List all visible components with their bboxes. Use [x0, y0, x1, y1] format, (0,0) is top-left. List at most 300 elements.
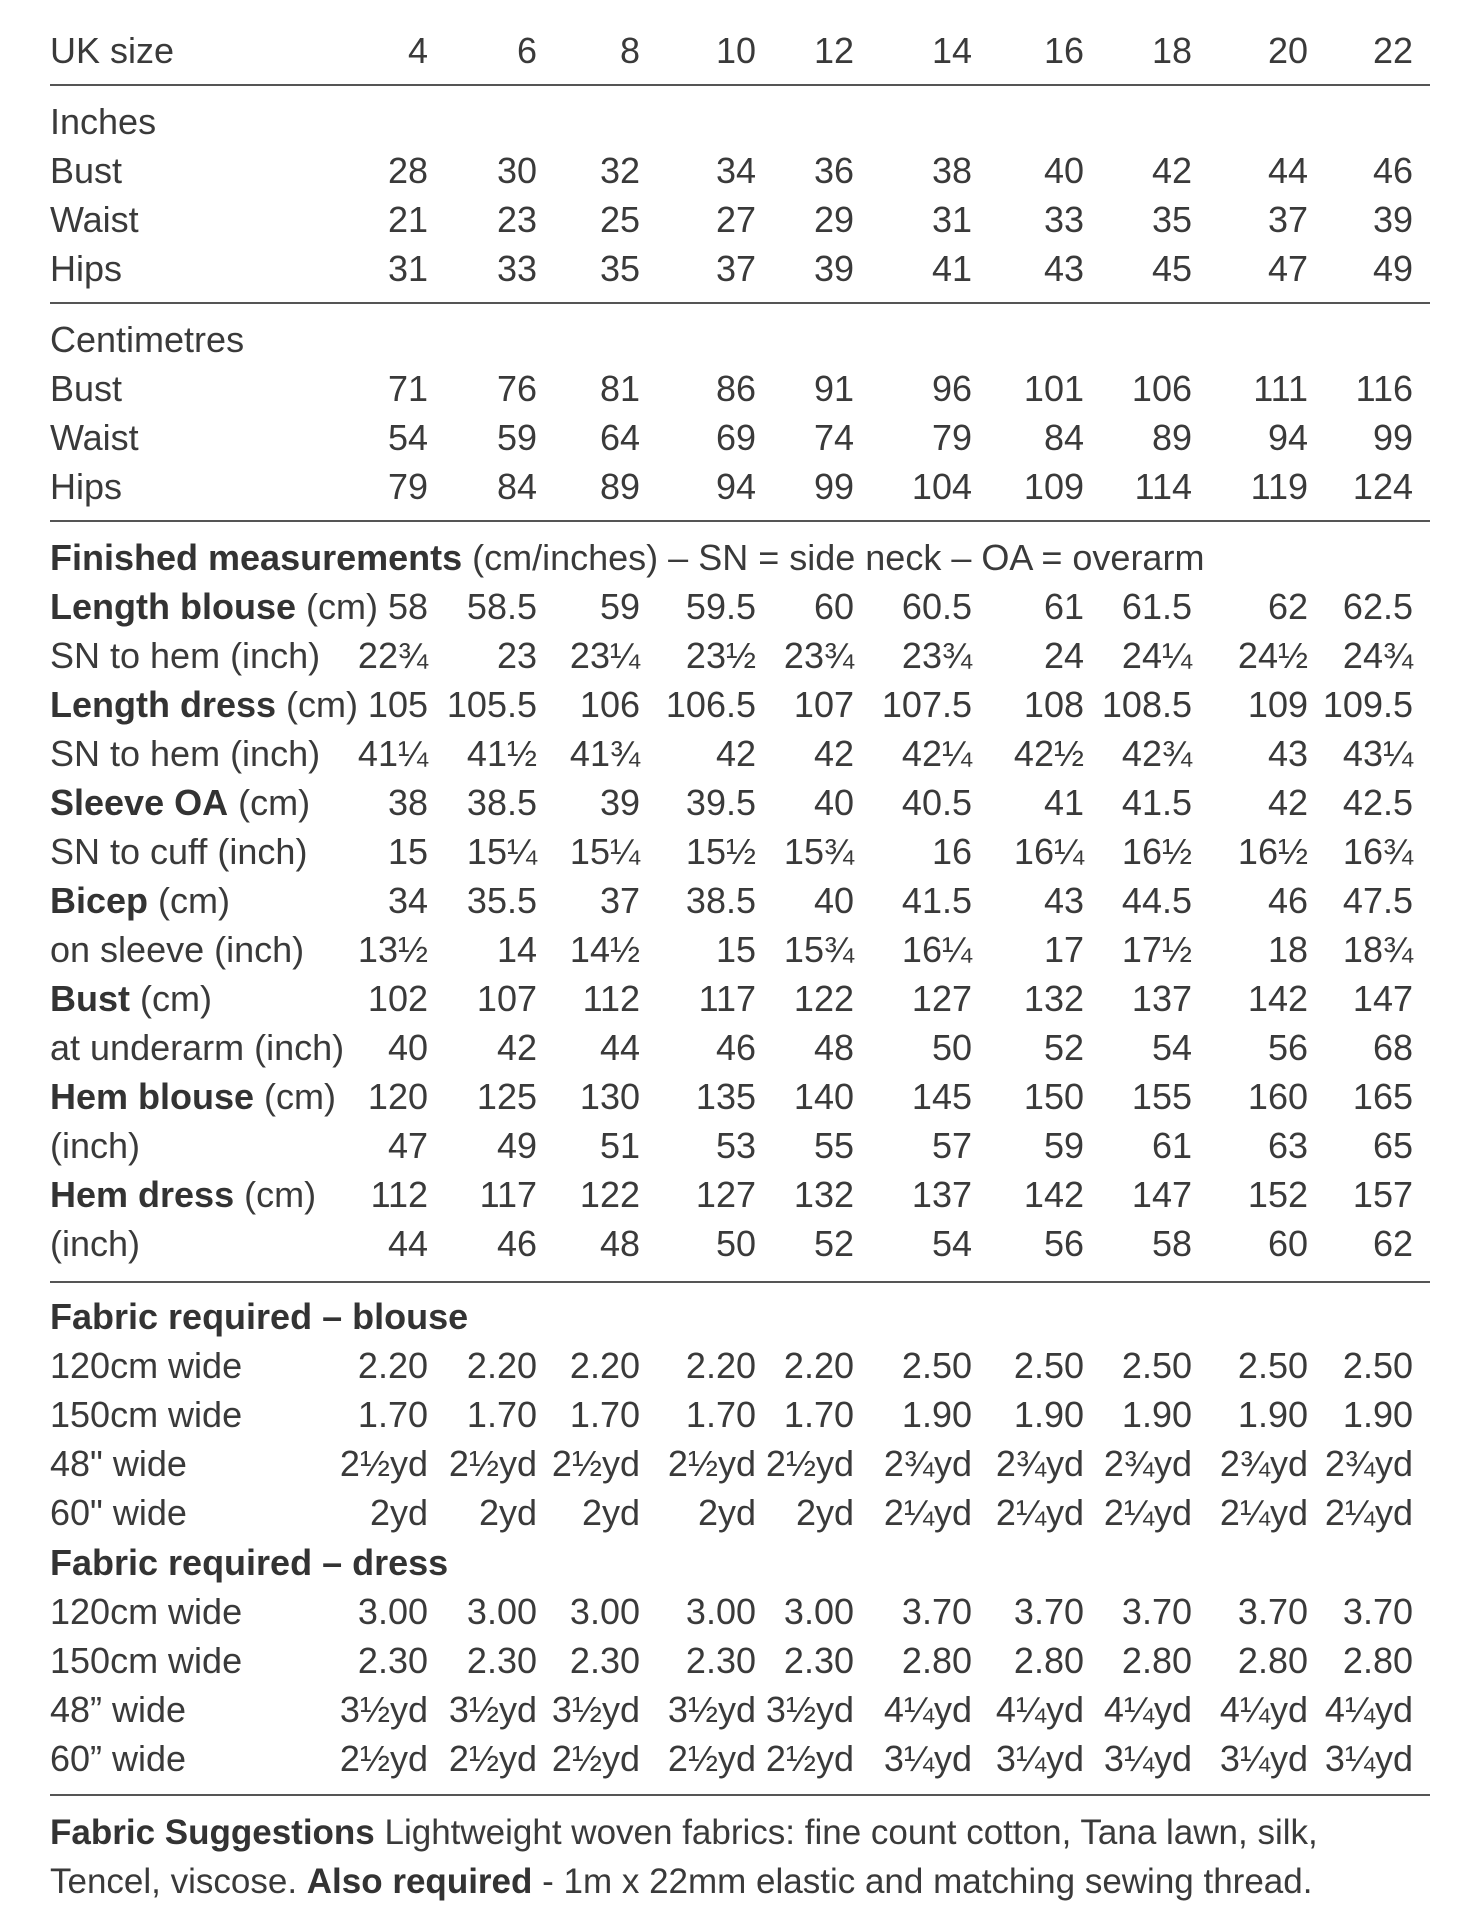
finished-measurement-cell: 117	[479, 1174, 537, 1215]
finished-measurement-cell: 42	[1267, 782, 1308, 823]
finished-row-label	[50, 827, 307, 876]
inches-cell: 35	[1151, 199, 1192, 240]
finished-measurement-cell: 16¾	[1342, 831, 1413, 872]
finished-measurement-cell: 61.5	[1121, 586, 1192, 627]
finished-row-label	[50, 1072, 336, 1121]
fabric-blouse-cell: 2.50	[1121, 1345, 1192, 1386]
uk-size-cell: 14	[931, 30, 972, 71]
finished-measurement-cell: 43	[1267, 733, 1308, 774]
finished-measurement-cell: 24¾	[1342, 635, 1413, 676]
centimetres-row	[50, 364, 1430, 413]
finished-measurement-cell: 52	[1043, 1027, 1084, 1068]
finished-measurement-cell: 16	[931, 831, 972, 872]
finished-measurement-row	[50, 582, 1430, 631]
fabric-blouse-cell: 1.90	[1121, 1394, 1192, 1435]
fabric-dress-cell: 2.80	[901, 1640, 972, 1681]
fabric-suggestions-text: Lightweight woven fabrics: fine count cotton, Tana lawn, silk, Tencel, viscose.	[50, 1813, 1318, 1901]
inches-cell: 33	[1043, 199, 1084, 240]
finished-measurement-cell: 51	[599, 1125, 640, 1166]
fabric-dress-cell: 3.70	[1237, 1591, 1308, 1632]
centimetres-cell: 116	[1355, 368, 1413, 409]
finished-measurement-cell: 127	[695, 1174, 756, 1215]
finished-measurement-cell: 105	[367, 684, 428, 725]
finished-measurement-cell: 55	[813, 1125, 854, 1166]
finished-measurement-cell: 43	[1043, 880, 1084, 921]
inches-cell: 47	[1267, 248, 1308, 289]
centimetres-cell: 99	[1372, 417, 1413, 458]
fabric-blouse-row	[50, 1390, 1430, 1439]
fabric-dress-row	[50, 1685, 1430, 1734]
fabric-dress-cell: 3.70	[1013, 1591, 1084, 1632]
fabric-blouse-cell: 2¼yd	[1324, 1492, 1413, 1533]
finished-row-label	[50, 974, 212, 1023]
fabric-dress-row	[50, 1734, 1430, 1783]
centimetres-cell: 84	[1043, 417, 1084, 458]
fabric-blouse-cell: 2½yd	[551, 1443, 640, 1484]
fabric-blouse-cell: 2.50	[901, 1345, 972, 1386]
finished-measurement-cell: 42.5	[1342, 782, 1413, 823]
centimetres-row-label: Waist	[50, 417, 139, 458]
inches-row-label: Waist	[50, 199, 139, 240]
fabric-dress-cell: 2½yd	[448, 1738, 537, 1779]
fabric-dress-cell: 3.00	[569, 1591, 640, 1632]
fabric-blouse-cell: 2¾yd	[1103, 1443, 1192, 1484]
fabric-blouse-cell: 1.90	[1237, 1394, 1308, 1435]
uk-size-cell: 4	[407, 30, 428, 71]
finished-measurement-cell: 34	[387, 880, 428, 921]
finished-measurement-cell: 23	[496, 635, 537, 676]
finished-measurement-cell: 41	[1043, 782, 1084, 823]
uk-size-cell: 8	[619, 30, 640, 71]
finished-measurement-cell: 59	[1043, 1125, 1084, 1166]
finished-measurement-cell: 117	[698, 978, 756, 1019]
finished-measurement-cell: 60	[1267, 1223, 1308, 1264]
finished-row-label	[50, 631, 320, 680]
finished-measurement-cell: 108	[1023, 684, 1084, 725]
inches-cell: 39	[813, 248, 854, 289]
centimetres-cell: 119	[1250, 466, 1308, 507]
fabric-dress-cell: 2.80	[1121, 1640, 1192, 1681]
finished-measurement-cell: 122	[579, 1174, 640, 1215]
fabric-dress-cell: 2.80	[1237, 1640, 1308, 1681]
finished-measurement-cell: 38	[387, 782, 428, 823]
finished-measurement-cell: 142	[1247, 978, 1308, 1019]
finished-measurement-cell: 107.5	[881, 684, 972, 725]
centimetres-cell: 99	[813, 466, 854, 507]
inches-cell: 43	[1043, 248, 1084, 289]
finished-measurement-cell: 132	[793, 1174, 854, 1215]
finished-measurement-cell: 17	[1043, 929, 1084, 970]
fabric-dress-cell: 4¼yd	[1103, 1689, 1192, 1730]
divider	[50, 302, 1430, 304]
fabric-dress-cell: 3.00	[357, 1591, 428, 1632]
finished-row-label	[50, 729, 320, 778]
uk-size-cell: 18	[1151, 30, 1192, 71]
centimetres-cell: 109	[1023, 466, 1084, 507]
fabric-dress-cell: 2½yd	[765, 1738, 854, 1779]
fabric-blouse-cell: 1.70	[569, 1394, 640, 1435]
fabric-dress-cell: 2.80	[1342, 1640, 1413, 1681]
fabric-dress-cell: 3¼yd	[1324, 1738, 1413, 1779]
finished-measurement-cell: 109.5	[1322, 684, 1413, 725]
uk-size-header-row	[50, 26, 1430, 75]
finished-row-label-unit: (cm)	[234, 1174, 317, 1215]
finished-row-label	[50, 1023, 344, 1072]
fabric-dress-cell: 2.30	[466, 1640, 537, 1681]
fabric-blouse-cell: 2.50	[1237, 1345, 1308, 1386]
finished-measurement-cell: 65	[1372, 1125, 1413, 1166]
finished-measurement-cell: 40	[387, 1027, 428, 1068]
finished-measurement-cell: 17½	[1121, 929, 1192, 970]
finished-row-label-unit: (cm)	[228, 782, 311, 823]
inches-cell: 34	[715, 150, 756, 191]
finished-measurement-cell: 15½	[685, 831, 756, 872]
finished-row-label-bold: Bust	[50, 978, 130, 1019]
finished-measurement-cell: 142	[1023, 1174, 1084, 1215]
finished-row-label-bold: Sleeve OA	[50, 782, 229, 823]
finished-measurement-cell: 107	[476, 978, 537, 1019]
centimetres-cell: 96	[931, 368, 972, 409]
finished-measurement-cell: 46	[496, 1223, 537, 1264]
finished-measurement-row	[50, 876, 1430, 925]
finished-measurement-cell: 13½	[357, 929, 428, 970]
fabric-dress-row	[50, 1636, 1430, 1685]
fabric-dress-cell: 4¼yd	[995, 1689, 1084, 1730]
finished-measurement-cell: 127	[911, 978, 972, 1019]
fabric-blouse-cell: 2yd	[581, 1492, 640, 1533]
fabric-dress-cell: 2.80	[1013, 1640, 1084, 1681]
fabric-dress-cell: 2.30	[357, 1640, 428, 1681]
inches-cell: 36	[813, 150, 854, 191]
finished-measurement-cell: 62	[1267, 586, 1308, 627]
fabric-blouse-cell: 2½yd	[667, 1443, 756, 1484]
fabric-blouse-cell: 1.70	[466, 1394, 537, 1435]
finished-measurement-cell: 42	[496, 1027, 537, 1068]
finished-measurement-cell: 18¾	[1342, 929, 1413, 970]
inches-cell: 37	[715, 248, 756, 289]
finished-measurement-cell: 24	[1043, 635, 1084, 676]
finished-measurement-cell: 57	[931, 1125, 972, 1166]
fabric-blouse-cell: 2.20	[357, 1345, 428, 1386]
fabric-blouse-cell: 1.70	[685, 1394, 756, 1435]
centimetres-row	[50, 462, 1430, 511]
fabric-blouse-cell: 2.50	[1013, 1345, 1084, 1386]
finished-measurement-cell: 16½	[1237, 831, 1308, 872]
fabric-blouse-cell: 2¾yd	[1324, 1443, 1413, 1484]
finished-measurement-cell: 46	[715, 1027, 756, 1068]
centimetres-cell: 64	[599, 417, 640, 458]
finished-measurement-cell: 42¾	[1121, 733, 1192, 774]
inches-cell: 23	[496, 199, 537, 240]
finished-measurement-cell: 42	[813, 733, 854, 774]
centimetres-cell: 89	[599, 466, 640, 507]
finished-measurement-cell: 150	[1023, 1076, 1084, 1117]
centimetres-cell: 91	[813, 368, 854, 409]
finished-measurement-cell: 40	[813, 880, 854, 921]
finished-measurement-cell: 145	[911, 1076, 972, 1117]
uk-size-cell: 6	[516, 30, 537, 71]
finished-measurement-cell: 15¼	[466, 831, 537, 872]
fabric-blouse-cell: 2½yd	[339, 1443, 428, 1484]
fabric-dress-cell: 3.70	[1342, 1591, 1413, 1632]
finished-measurement-cell: 37	[599, 880, 640, 921]
fabric-blouse-row	[50, 1488, 1430, 1537]
finished-measurement-cell: 147	[1131, 1174, 1192, 1215]
finished-measurement-cell: 56	[1267, 1027, 1308, 1068]
fabric-dress-row	[50, 1587, 1430, 1636]
centimetres-cell: 89	[1151, 417, 1192, 458]
finished-row-label-unit: (cm)	[276, 684, 359, 725]
finished-measurement-row	[50, 1023, 1430, 1072]
finished-measurement-cell: 15	[715, 929, 756, 970]
finished-measurement-cell: 50	[715, 1223, 756, 1264]
finished-measurement-cell: 50	[931, 1027, 972, 1068]
centimetres-cell: 76	[496, 368, 537, 409]
finished-measurement-cell: 44	[387, 1223, 428, 1264]
finished-measurement-cell: 135	[695, 1076, 756, 1117]
finished-row-label-unit: on sleeve (inch)	[50, 929, 305, 970]
inches-cell: 28	[387, 150, 428, 191]
fabric-blouse-cell: 1.90	[1013, 1394, 1084, 1435]
finished-measurement-cell: 38.5	[685, 880, 756, 921]
finished-measurement-cell: 106.5	[665, 684, 756, 725]
fabric-blouse-cell: 2½yd	[765, 1443, 854, 1484]
centimetres-row-label: Bust	[50, 368, 123, 409]
finished-measurement-cell: 15¼	[569, 831, 640, 872]
finished-measurement-row	[50, 974, 1430, 1023]
fabric-dress-cell: 3.70	[901, 1591, 972, 1632]
fabric-dress-cell: 3¼yd	[1103, 1738, 1192, 1779]
fabric-blouse-cell: 2.50	[1342, 1345, 1413, 1386]
finished-measurement-cell: 46	[1267, 880, 1308, 921]
inches-cell: 45	[1151, 248, 1192, 289]
fabric-dress-cell: 2.30	[569, 1640, 640, 1681]
inches-cell: 41	[931, 248, 972, 289]
finished-row-label-bold: Length dress	[50, 684, 277, 725]
fabric-blouse-row-label: 60" wide	[50, 1492, 187, 1533]
finished-measurement-cell: 137	[911, 1174, 972, 1215]
finished-title-bold: Finished measurements	[50, 537, 463, 578]
centimetres-cell: 69	[715, 417, 756, 458]
finished-measurement-row	[50, 631, 1430, 680]
finished-measurement-cell: 112	[370, 1174, 428, 1215]
fabric-dress-title	[50, 1538, 448, 1587]
finished-measurement-cell: 62.5	[1342, 586, 1413, 627]
finished-measurement-cell: 54	[1151, 1027, 1192, 1068]
finished-measurement-cell: 130	[579, 1076, 640, 1117]
fabric-blouse-cell: 2¼yd	[995, 1492, 1084, 1533]
finished-measurement-cell: 155	[1131, 1076, 1192, 1117]
fabric-suggestions-label: Fabric Suggestions	[50, 1813, 375, 1852]
uk-size-cell: 20	[1267, 30, 1308, 71]
finished-row-label	[50, 680, 358, 729]
fabric-dress-row-label: 150cm wide	[50, 1640, 243, 1681]
finished-measurement-cell: 147	[1352, 978, 1413, 1019]
finished-measurement-cell: 59	[599, 586, 640, 627]
fabric-blouse-cell: 2yd	[478, 1492, 537, 1533]
divider	[50, 84, 1430, 86]
finished-measurement-cell: 47.5	[1342, 880, 1413, 921]
finished-row-label-bold: Hem blouse	[50, 1076, 255, 1117]
finished-measurement-cell: 49	[496, 1125, 537, 1166]
centimetres-cell: 94	[1267, 417, 1308, 458]
fabric-suggestions-note	[50, 1808, 1430, 1906]
finished-measurement-cell: 22¾	[357, 635, 428, 676]
inches-cell: 37	[1267, 199, 1308, 240]
finished-measurement-cell: 18	[1267, 929, 1308, 970]
finished-measurement-cell: 16½	[1121, 831, 1192, 872]
inches-cell: 31	[387, 248, 428, 289]
fabric-dress-title-text: Fabric required – dress	[50, 1542, 449, 1583]
fabric-blouse-cell: 2.20	[569, 1345, 640, 1386]
inches-cell: 38	[931, 150, 972, 191]
fabric-blouse-row	[50, 1341, 1430, 1390]
finished-measurement-cell: 54	[931, 1223, 972, 1264]
divider	[50, 1794, 1430, 1796]
finished-measurement-cell: 52	[813, 1223, 854, 1264]
finished-measurement-cell: 58	[1151, 1223, 1192, 1264]
finished-row-label	[50, 876, 230, 925]
inches-cell: 21	[387, 199, 428, 240]
finished-row-label-bold: Length blouse	[50, 586, 296, 627]
finished-measurement-cell: 60	[813, 586, 854, 627]
centimetres-cell: 84	[496, 466, 537, 507]
inches-cell: 39	[1372, 199, 1413, 240]
finished-measurement-cell: 43¼	[1342, 733, 1413, 774]
finished-row-label	[50, 778, 310, 827]
finished-measurement-cell: 108.5	[1101, 684, 1192, 725]
fabric-dress-cell: 3½yd	[448, 1689, 537, 1730]
centimetres-cell: 74	[813, 417, 854, 458]
fabric-blouse-cell: 1.90	[901, 1394, 972, 1435]
finished-measurement-cell: 23¾	[783, 635, 854, 676]
inches-cell: 49	[1372, 248, 1413, 289]
finished-measurement-cell: 15¾	[783, 831, 854, 872]
finished-measurement-cell: 61	[1151, 1125, 1192, 1166]
finished-measurement-cell: 105.5	[446, 684, 537, 725]
finished-row-label-bold: Bicep	[50, 880, 149, 921]
finished-row-label	[50, 1219, 140, 1268]
centimetres-cell: 101	[1023, 368, 1084, 409]
finished-measurement-row	[50, 925, 1430, 974]
fabric-blouse-cell: 2.20	[783, 1345, 854, 1386]
fabric-dress-cell: 3½yd	[339, 1689, 428, 1730]
centimetres-cell: 79	[387, 466, 428, 507]
finished-measurement-cell: 14	[496, 929, 537, 970]
uk-size-cell: 10	[715, 30, 756, 71]
finished-measurement-cell: 102	[367, 978, 428, 1019]
finished-row-label-unit: (cm)	[130, 978, 212, 1019]
inches-cell: 31	[931, 199, 972, 240]
finished-measurement-cell: 23½	[685, 635, 756, 676]
fabric-blouse-title-text: Fabric required – blouse	[50, 1296, 469, 1337]
finished-measurement-cell: 42¼	[901, 733, 972, 774]
inches-cell: 46	[1372, 150, 1413, 191]
fabric-dress-cell: 3.70	[1121, 1591, 1192, 1632]
inches-cell: 29	[813, 199, 854, 240]
fabric-dress-cell: 4¼yd	[1324, 1689, 1413, 1730]
uk-size-label: UK size	[50, 30, 175, 71]
centimetres-section-title: Centimetres	[50, 319, 245, 360]
inches-cell: 35	[599, 248, 640, 289]
fabric-dress-cell: 2.30	[783, 1640, 854, 1681]
finished-row-label	[50, 1121, 140, 1170]
finished-measurement-cell: 63	[1267, 1125, 1308, 1166]
inches-row	[50, 146, 1430, 195]
finished-measurement-row	[50, 778, 1430, 827]
centimetres-cell: 106	[1131, 368, 1192, 409]
fabric-blouse-row-label: 48" wide	[50, 1443, 187, 1484]
fabric-blouse-cell: 1.90	[1342, 1394, 1413, 1435]
finished-measurement-cell: 160	[1247, 1076, 1308, 1117]
finished-measurement-cell: 40	[813, 782, 854, 823]
uk-size-cell: 22	[1372, 30, 1413, 71]
finished-row-label-unit: (cm)	[254, 1076, 337, 1117]
finished-measurement-cell: 24¼	[1121, 635, 1192, 676]
uk-size-cell: 16	[1043, 30, 1084, 71]
fabric-blouse-row	[50, 1439, 1430, 1488]
finished-measurement-cell: 41.5	[1121, 782, 1192, 823]
finished-measurement-cell: 137	[1131, 978, 1192, 1019]
finished-measurement-cell: 41½	[466, 733, 537, 774]
finished-measurement-cell: 53	[715, 1125, 756, 1166]
centimetres-cell: 94	[715, 466, 756, 507]
finished-measurement-cell: 132	[1023, 978, 1084, 1019]
finished-measurement-row	[50, 1121, 1430, 1170]
finished-measurement-cell: 58.5	[466, 586, 537, 627]
divider	[50, 520, 1430, 522]
finished-measurement-row	[50, 1072, 1430, 1121]
finished-row-label-unit: (inch)	[50, 1125, 141, 1166]
fabric-dress-cell: 2½yd	[551, 1738, 640, 1779]
finished-measurement-cell: 61	[1043, 586, 1084, 627]
finished-measurement-cell: 48	[813, 1027, 854, 1068]
fabric-dress-cell: 3½yd	[667, 1689, 756, 1730]
inches-row	[50, 244, 1430, 293]
fabric-blouse-cell: 2yd	[369, 1492, 428, 1533]
centimetres-row	[50, 413, 1430, 462]
finished-row-label-unit: (inch)	[50, 1223, 141, 1264]
finished-measurement-cell: 48	[599, 1223, 640, 1264]
inches-cell: 33	[496, 248, 537, 289]
finished-measurement-cell: 23¼	[569, 635, 640, 676]
centimetres-cell: 54	[387, 417, 428, 458]
finished-measurement-row	[50, 680, 1430, 729]
inches-row-label: Hips	[50, 248, 123, 289]
finished-measurement-cell: 14½	[569, 929, 640, 970]
finished-measurement-cell: 47	[387, 1125, 428, 1166]
inches-cell: 42	[1151, 150, 1192, 191]
finished-measurement-cell: 35.5	[466, 880, 537, 921]
inches-cell: 25	[599, 199, 640, 240]
inches-cell: 40	[1043, 150, 1084, 191]
uk-size-cell: 12	[813, 30, 854, 71]
finished-measurement-cell: 125	[476, 1076, 537, 1117]
fabric-blouse-cell: 2yd	[795, 1492, 854, 1533]
fabric-blouse-cell: 1.70	[783, 1394, 854, 1435]
finished-measurements-title	[50, 533, 1204, 582]
fabric-dress-cell: 4¼yd	[1219, 1689, 1308, 1730]
fabric-dress-row-label: 60” wide	[50, 1738, 187, 1779]
fabric-dress-cell: 3¼yd	[1219, 1738, 1308, 1779]
finished-row-label-unit: (cm)	[148, 880, 231, 921]
fabric-dress-row-label: 120cm wide	[50, 1591, 243, 1632]
finished-measurement-row	[50, 1219, 1430, 1268]
finished-measurement-cell: 41¼	[357, 733, 428, 774]
fabric-dress-cell: 3.00	[466, 1591, 537, 1632]
also-required-text: - 1m x 22mm elastic and matching sewing thread.	[532, 1862, 1313, 1901]
centimetres-cell: 79	[931, 417, 972, 458]
